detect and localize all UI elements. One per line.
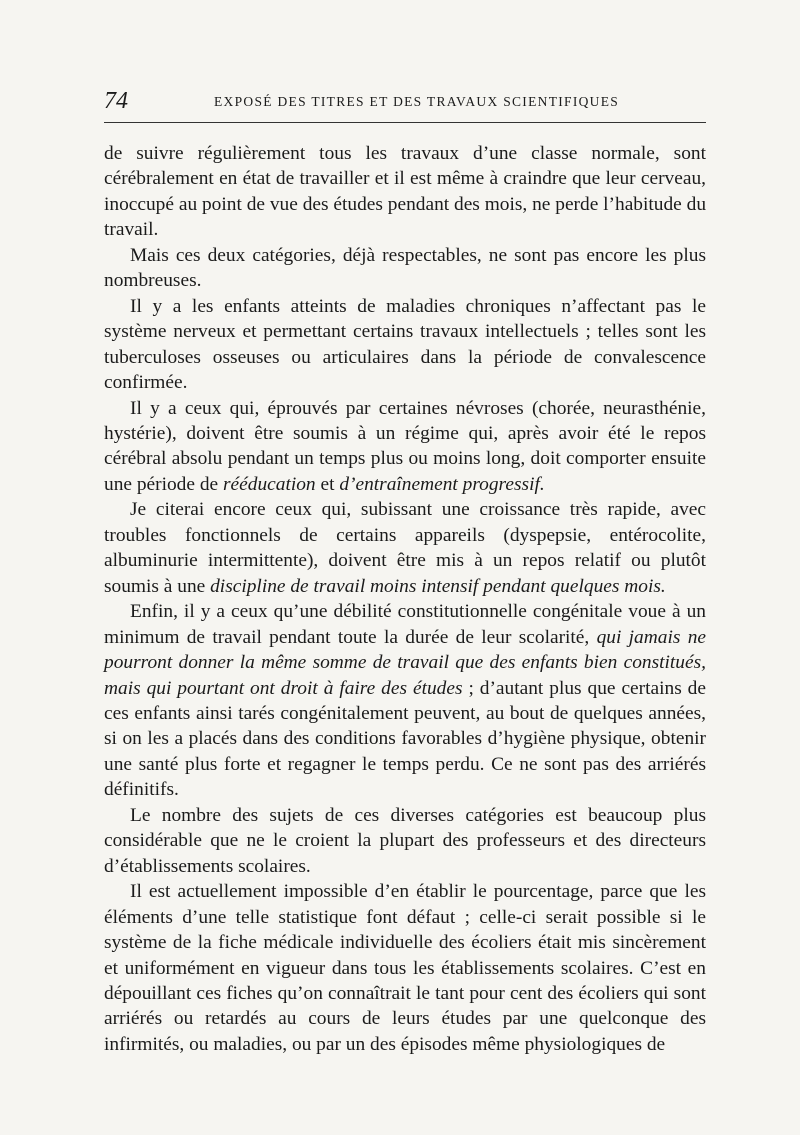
text-run: Le nombre des sujets de ces diverses catégories est beaucoup plus considérable que ne le croient la plupart des professeurs et des directeurs d’établissements scolaires. bbox=[104, 804, 706, 877]
italic-text: d’entraînement progressif. bbox=[339, 473, 545, 495]
paragraph bbox=[104, 141, 706, 243]
paragraph bbox=[104, 243, 706, 294]
header-rule bbox=[104, 122, 706, 123]
page-number: 74 bbox=[104, 88, 128, 114]
text-run: Je citerai encore ceux qui, subissant une croissance très rapide, avec troubles fonctionnels de certains appareils (dyspepsie, entérocolite, albuminurie intermittente), doivent être mis à un repos relatif ou plutôt soumis à une bbox=[104, 499, 706, 597]
paragraph bbox=[104, 294, 706, 396]
running-title: EXPOSÉ DES TITRES ET DES TRAVAUX SCIENTIFIQUES bbox=[214, 94, 620, 109]
paragraph bbox=[104, 803, 706, 879]
paragraph bbox=[104, 396, 706, 498]
text-run: Il y a les enfants atteints de maladies chroniques n’affectant pas le système nerveux et permettant certains travaux intellectuels ; telles sont les tuberculoses osseuses ou articulaires dans la période de convalescence confirmée. bbox=[104, 295, 706, 394]
paragraph bbox=[104, 497, 706, 599]
italic-text: discipline de travail moins intensif pendant quelques mois. bbox=[210, 575, 666, 597]
paragraph bbox=[104, 879, 706, 1057]
text-run: Il est actuellement impossible d’en établir le pourcentage, parce que les éléments d’une telle statistique font défaut ; celle-ci serait possible si le système de la fiche médicale individuelle des écoliers était mis sincèrement et uniformément en vigueur dans tous les établissements scolaires. C’est en dépouillant ces fiches qu’on connaîtrait le tant pour cent des écoliers qui sont arriérés ou retardés au cours de leurs études par une quelconque des infirmités, ou maladies, ou par un des épisodes même physiologiques de bbox=[104, 881, 706, 1055]
paragraph bbox=[104, 599, 706, 803]
body-text bbox=[104, 141, 706, 1057]
italic-text: rééducation bbox=[223, 473, 316, 495]
page-header bbox=[104, 88, 706, 118]
text-run: ; d’autant plus que certains de ces enfants ainsi tarés congénitalement peuvent, au bout de quelques années, si on les a placés dans des conditions favorables d’hygiène physique, obtenir une santé plus forte et regagner le temps perdu. Ce ne sont pas des arriérés définitifs. bbox=[104, 677, 706, 801]
italic-text: qui jamais ne pourront donner la même somme de travail que des enfants bien constitués, mais qui pourtant ont droit à faire des études bbox=[104, 626, 707, 699]
text-run: Enfin, il y a ceux qu’une débilité constitutionnelle congénitale voue à un minimum de travail pendant toute la durée de leur scolarité, bbox=[104, 601, 706, 648]
text-run: Il y a ceux qui, éprouvés par certaines névroses (chorée, neurasthénie, hystérie), doivent être soumis à un régime qui, après avoir été le repos cérébral absolu pendant un temps plus ou moins long, doit comporter ensuite une période de bbox=[104, 397, 706, 495]
text-run: et bbox=[315, 473, 340, 495]
text-run: Mais ces deux catégories, déjà respectables, ne sont pas encore les plus nombreuses. bbox=[104, 244, 706, 292]
text-run: de suivre régulièrement tous les travaux d’une classe normale, sont cérébralement en état de travailler et il est même à craindre que leur cerveau, inoccupé au point de vue des études pendant des mois, ne perde l’habitude du travail. bbox=[104, 143, 707, 241]
